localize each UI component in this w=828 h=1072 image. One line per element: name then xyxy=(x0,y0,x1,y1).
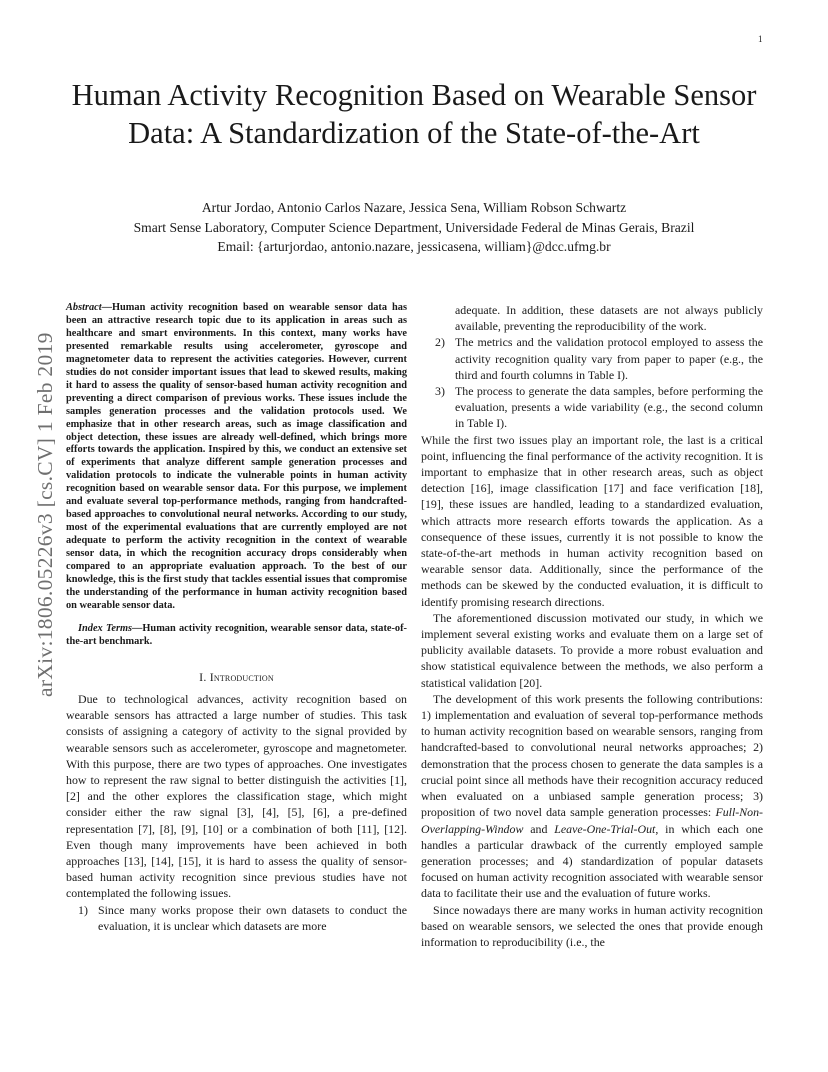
paragraph: While the first two issues play an important role, the last is a critical point, influencing the final performance of the activity recognition. It is important to emphasize that in other research areas, such as object detection [16], image classification [17] and face verification [18], [19], these issues are handled, leading to a standardized evaluation, which attracts more research efforts towards the application. As a consequence of these issues, currently it is not possible to know the state-of-the-art methods in human activity recognition based on wearable sensor data. Additionally, since the performance of the methods can be skewed by the conducted evaluation, it is difficult to identify promising research directions. xyxy=(421,432,763,609)
affiliation: Smart Sense Laboratory, Computer Science Department, Universidade Federal de Minas Gerais, Brazil xyxy=(133,219,695,235)
list-item-number: 2) xyxy=(435,335,445,350)
list-item-continued xyxy=(421,302,763,334)
section-heading-introduction xyxy=(66,669,407,685)
index-terms-text: —Human activity recognition, wearable sensor data, state-of-the-art benchmark. xyxy=(66,622,407,647)
contributions-text: , in which each one handles a particular drawback of the currently employed sample generation processes; and 4) standardization of popular datasets focused on human activity recognition associated with wearable sensor data to facilitate their use and the evaluation of future works. xyxy=(421,821,763,901)
abstract-text: —Human activity recognition based on wearable sensor data has been an attractive research topic due to its application in areas such as healthcare and smart environments. In this context, many works have presented remarkable results using accelerometer, gyroscope and magnetometer data to represent the activities categories. However, current studies do not consider important issues that lead to skewed results, making it hard to assess the quality of sensor-based human activity recognition and preventing a direct comparison of previous works. These issues include the samples generation processes and the validation protocols used. We emphasize that in other research areas, such as image classification and object detection, these issues are already well-defined, which brings more efforts towards the application. Inspired by this, we conduct an extensive set of experiments that analyze different sample generation processes and validation protocols to indicate the vulnerable points in human activity recognition based on wearable sensor data. For this purpose, we implement and evaluate several top-performance methods, ranging from handcrafted-based approaches to convolutional neural networks. According to our study, most of the experimental evaluations that are currently employed are not adequate to perform the activity recognition in the context of wearable sensor data, in which the recognition accuracy drops considerably when compared to an appropriate evaluation approach. To the best of our knowledge, this is the first study that tackles essential issues that compromise the understanding of the performance in human activity recognition based on wearable sensor data. xyxy=(66,302,407,611)
list-item-text: adequate. In addition, these datasets are not always publicly available, preventing the reproducibility of the work. xyxy=(455,303,763,334)
list-item xyxy=(421,334,763,383)
paragraph: Since nowadays there are many works in human activity recognition based on wearable sensors, we selected the ones that provide enough information to reproducibility (i.e., the xyxy=(421,902,763,949)
list-item-text: The process to generate the data samples, before performing the evaluation, presents a wide variability (e.g., the second column in Table I). xyxy=(455,384,763,431)
right-column xyxy=(421,302,763,950)
list-item-text: The metrics and the validation protocol employed to assess the activity recognition quality vary from paper to paper (e.g., the third and fourth columns in Table I). xyxy=(455,335,763,382)
list-item-number: 1) xyxy=(78,902,88,917)
paragraph: The aforementioned discussion motivated our study, in which we implement several existing works and evaluate them on a large set of publicity available datasets. To provide a more robust evaluation and show statistical equivalence between the methods, we also perform a statistical validation [20]. xyxy=(421,610,763,690)
issue-list-left xyxy=(66,902,407,934)
abstract-lead: Abstract xyxy=(66,302,102,313)
list-item xyxy=(421,383,763,432)
page-number: 1 xyxy=(758,34,763,44)
section-number: I. xyxy=(199,669,207,684)
issue-list-right xyxy=(421,302,763,432)
body-paragraphs xyxy=(421,432,763,951)
index-terms xyxy=(66,623,407,649)
paper-title: Human Activity Recognition Based on Wearable Sensor Data: A Standardization of the State-of-the-Art xyxy=(71,78,757,150)
section-title: Introduction xyxy=(209,669,274,684)
contributions-paragraph xyxy=(421,691,763,902)
index-terms-lead: Index Terms xyxy=(78,622,133,634)
list-item-text: Since many works propose their own datasets to conduct the evaluation, it is unclear which datasets are more xyxy=(98,902,407,933)
method-name: Full-Non-Overlapping-Window xyxy=(421,805,763,836)
author-list: Artur Jordao, Antonio Carlos Nazare, Jessica Sena, William Robson Schwartz xyxy=(201,200,627,215)
left-column xyxy=(66,302,407,934)
abstract xyxy=(66,302,407,613)
intro-paragraph: Due to technological advances, activity recognition based on wearable sensors has attracted a large number of studies. This task consists of assigning a category of activity to the signal provided by wearable sensors such as accelerometer, gyroscope and magnetometer. With this purpose, there are two types of approaches. One investigates how to represent the raw signal to better distinguish the activities [1], [2] and the other explores the classification stage, which might consider either the raw signal [3], [4], [5], [6], a pre-defined representation [7], [8], [9], [10] or a combination of both [11], [12]. Even though many improvements have been achieved in both approaches [13], [14], [15], it is hard to assess the quality of sensor-based human activity recognition since previous studies have not contemplated the following issues. xyxy=(66,691,407,901)
list-item-number: 3) xyxy=(435,384,445,399)
email-line: Email: {arturjordao, antonio.nazare, jessicasena, william}@dcc.ufmg.br xyxy=(217,239,611,254)
author-block xyxy=(40,198,788,257)
contributions-text: The development of this work presents the following contributions: 1) implementation and evaluation of several top-performance methods to human activity recognition based on wearable sensors, ranging from handcrafted-based to convolutional neural networks approaches; 2) demonstration that the process chosen to generate the data samples is a crucial point since all methods have their recognition accuracy reduced when evaluated on a unbiased sample generation process; 3) proposition of two novel data sample generation processes: xyxy=(421,691,763,820)
list-item xyxy=(66,902,407,934)
method-name: Leave-One-Trial-Out xyxy=(554,821,656,836)
arxiv-identifier: arXiv:1806.05226v3 [cs.CV] 1 Feb 2019 xyxy=(33,332,57,697)
conjunction: and xyxy=(523,821,555,836)
